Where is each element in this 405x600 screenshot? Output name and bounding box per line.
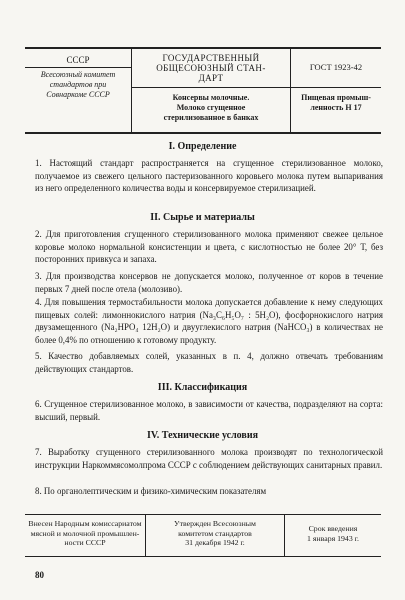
issuer-cell: [25, 49, 131, 132]
standard-title: ГОСУДАРСТВЕННЫЙ ОБЩЕСОЮЗНЫЙ СТАН- ДАРТ: [156, 53, 266, 83]
standard-footer: [25, 514, 381, 557]
submitted-by: Внесен Народным комиссариатом мясной и молочной промышлен- ности СССР: [28, 519, 142, 547]
paragraph-7: 7. Выработку сгущенного стерилизованного молока производят по технологической инструкции Наркоммясомолпрома СССР с соблюдением действующих санитарных правил.: [35, 447, 383, 470]
code-cell: [291, 49, 381, 132]
paragraph-3: 3. Для производства консервов не допускается молоко, полученное от коров в течение первых 7 дней после отела (молозиво).: [35, 271, 383, 294]
section-heading-definition: I. Определение: [168, 141, 237, 152]
standard-code: ГОСТ 1923-42: [309, 62, 363, 72]
section-heading-classification: III. Классификация: [157, 382, 248, 393]
page-number: 80: [35, 570, 44, 580]
title-cell: [131, 49, 291, 132]
issuer-committee: Всесоюзный комитет стандартов при Совнаркоме СССР: [40, 70, 116, 99]
standard-subject: Консервы молочные. Молоко сгущенное стерилизованное в банках: [163, 93, 259, 122]
paragraph-2: 2. Для приготовления сгущенного стерилизованного молока применяют свежее цельное коровье молоко нормальной консистенции и цвета, с кислотностью не более 20° Т, без посторонних привкуса и запаха.: [35, 229, 383, 264]
effective-date: Срок введения 1 января 1943 г.: [307, 524, 359, 543]
paragraph-1: 1. Настоящий стандарт распространяется на сгущенное стерилизованное молоко, получаемое из свежего цельного пастеризованного коровьего молока путем выпаривания из него определенного количества воды и консервируемое стерилизацией.: [35, 158, 383, 193]
section-heading-materials: II. Сырье и материалы: [150, 212, 255, 223]
section-heading-technical: IV. Технические условия: [146, 430, 259, 441]
approved-by: Утвержден Всесоюзным комитетом стандартов 31 декабря 1942 г.: [145, 515, 285, 556]
paragraph-5: 5. Качество добавляемых солей, указанных в п. 4, должно отвечать требованиям действующих стандартов.: [35, 351, 383, 374]
issuer-country: СССР: [66, 55, 90, 65]
standard-header: [25, 47, 381, 134]
paragraph-8: 8. По органолептическим и физико-химическим показателям: [35, 486, 267, 496]
paragraph-4: 4. Для повышения термостабильности молока допускается добавление к нему следующих пищевых солей: лимоннокислого натрия (Na₃C₆H₅O₇ : 5H₂O), фосфорнокислого натрия двузамещенного (Na₂HPO₄ 12H₂O) и двууглекислого натрия (NaHCO₃) в количествах не более 0,4% по отношению к готовому продукту.: [35, 297, 383, 345]
paragraph-6: 6. Сгущенное стерилизованное молоко, в зависимости от качества, подразделяют на сорта: высший, первый.: [35, 399, 383, 422]
industry-classification: Пищевая промыш- ленность Н 17: [301, 93, 371, 112]
